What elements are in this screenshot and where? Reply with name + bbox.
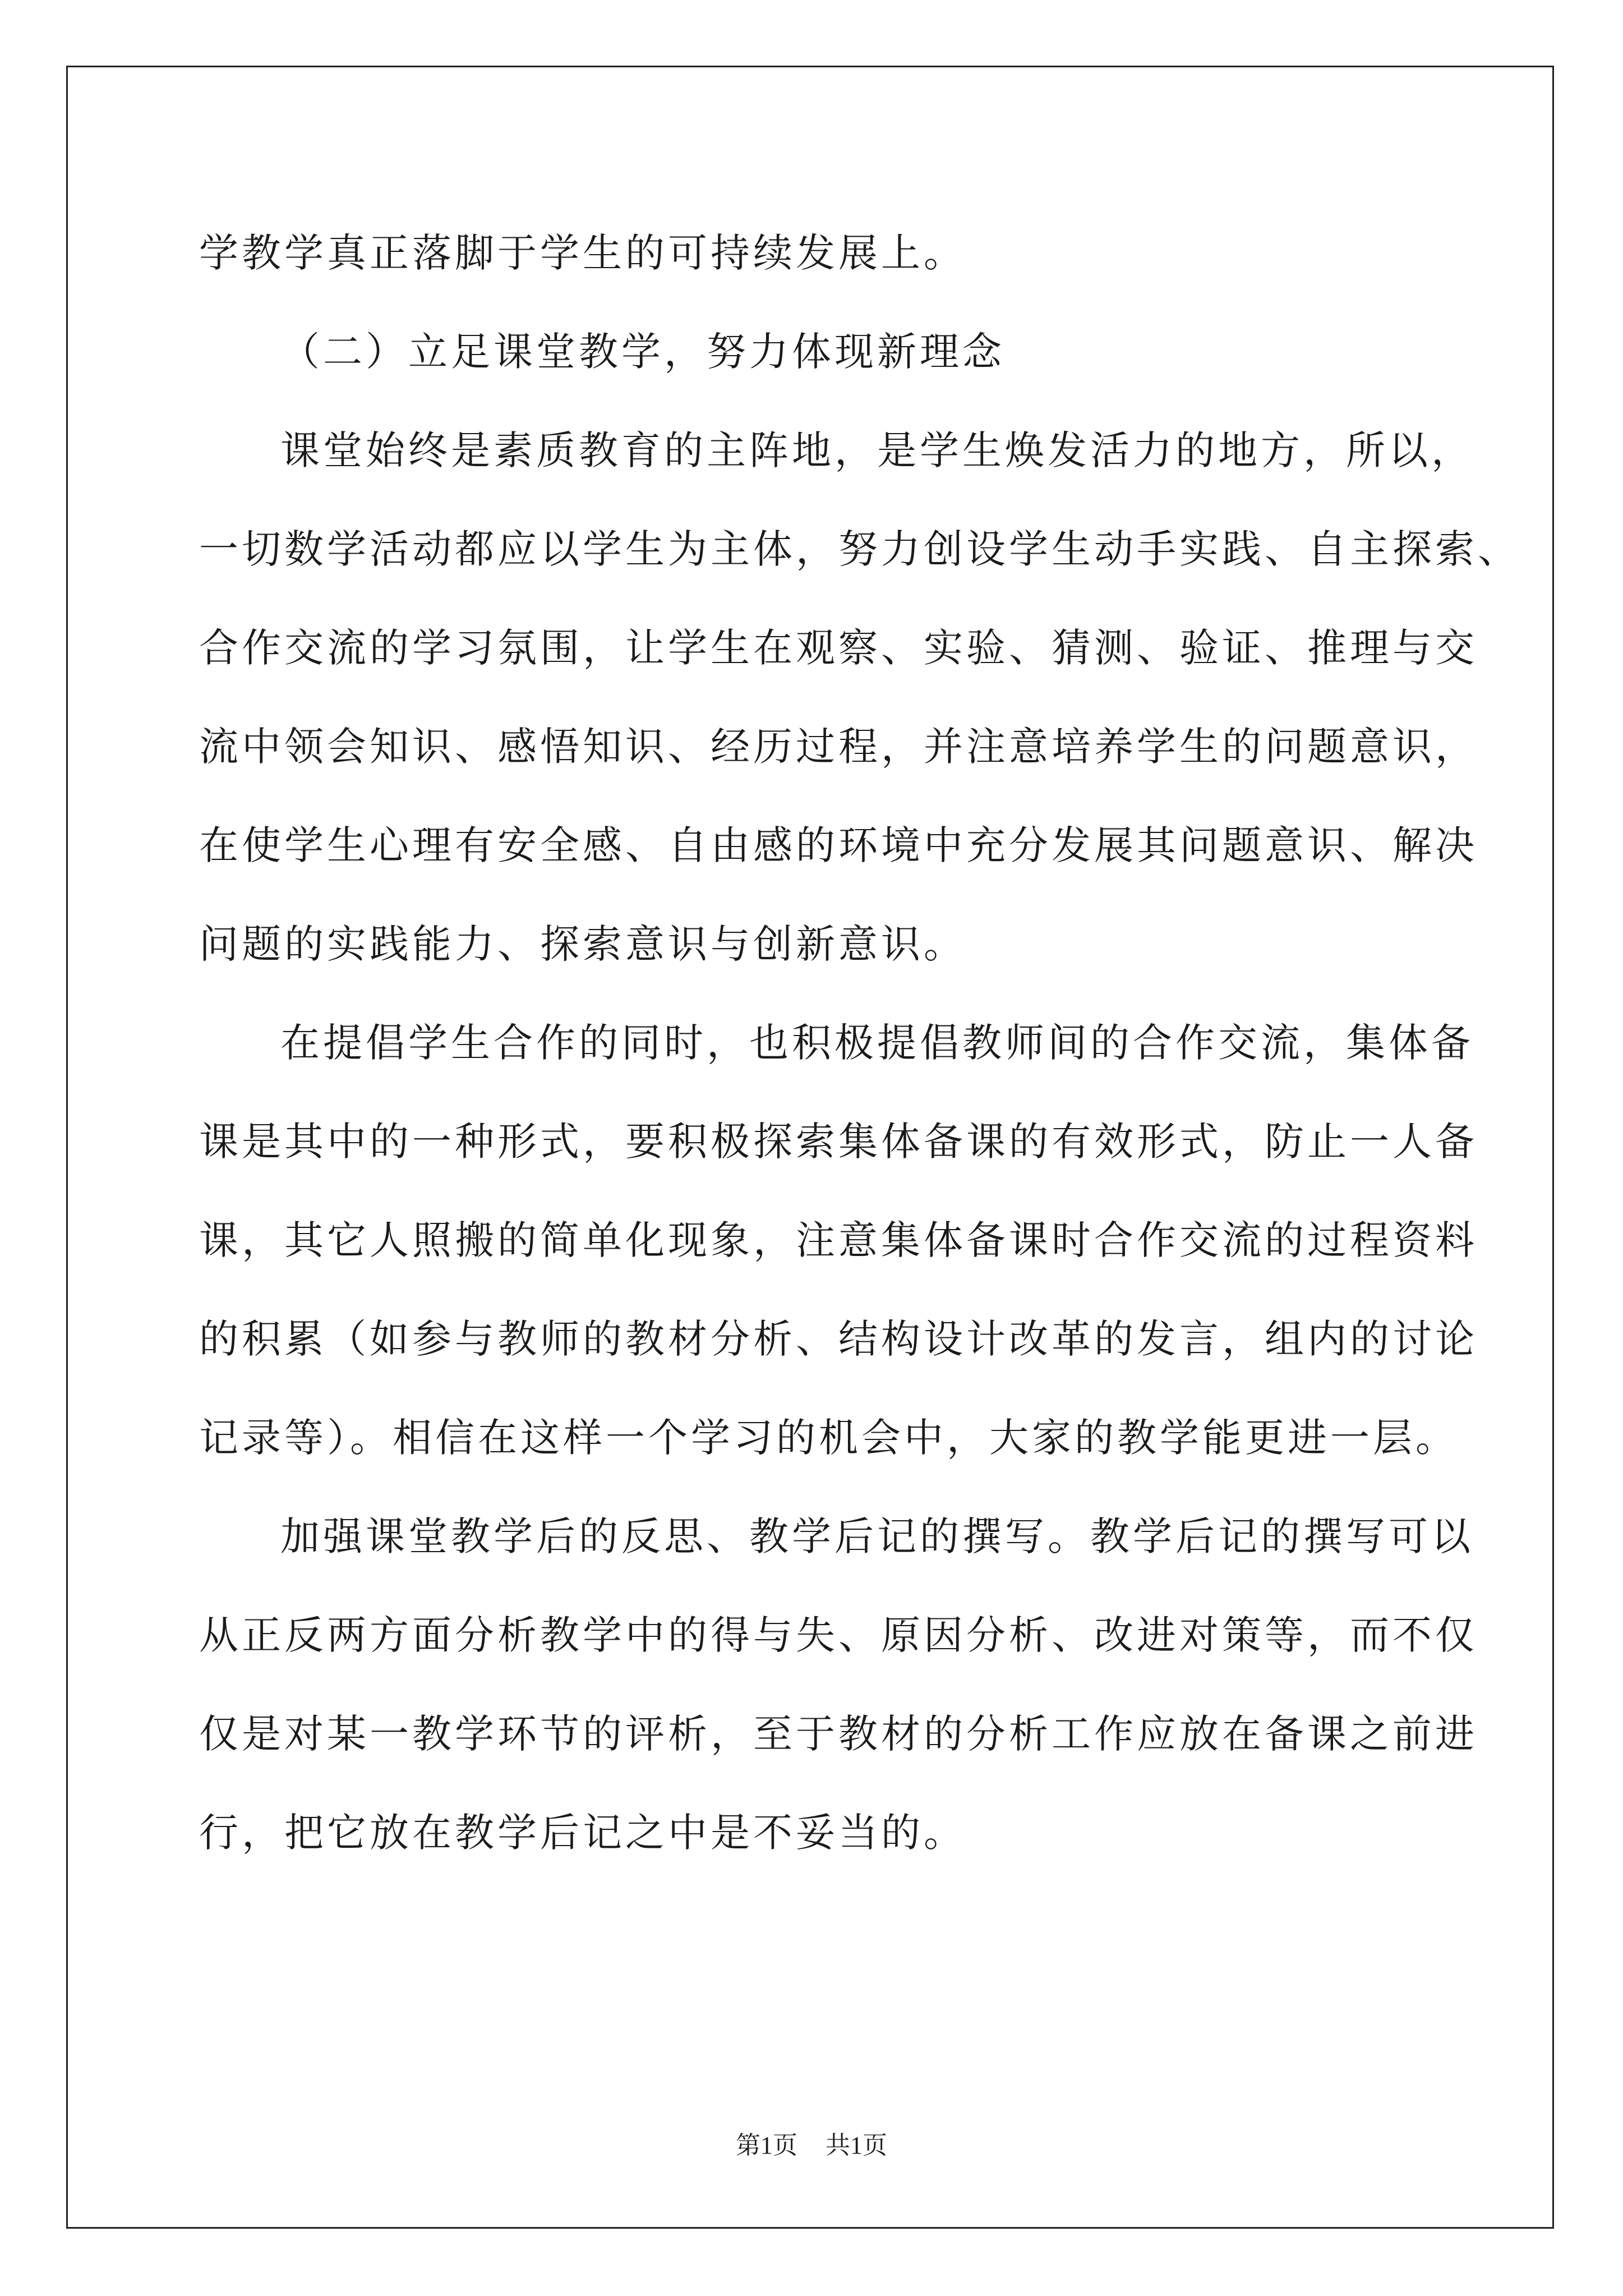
page-number-total: 共1页 [826, 2132, 887, 2159]
paragraph-line: 课，其它人照搬的简单化现象，注意集体备课时合作交流的过程资料 [199, 1217, 1478, 1263]
paragraph-line: 课是其中的一种形式，要积极探索集体备课的有效形式，防止一人备 [199, 1119, 1478, 1165]
paragraph-line: 记录等）。相信在这样一个学习的机会中，大家的教学能更进一层。 [199, 1415, 1458, 1461]
paragraph-line: 加强课堂教学后的反思、教学后记的撰写。教学后记的撰写可以 [280, 1513, 1474, 1559]
paragraph-line: 学教学真正落脚于学生的可持续发展上。 [199, 230, 966, 276]
paragraph-line: 问题的实践能力、探索意识与创新意识。 [199, 921, 966, 967]
paragraph-line: 课堂始终是素质教育的主阵地，是学生焕发活力的地方，所以， [280, 427, 1474, 473]
paragraph-line: 在使学生心理有安全感、自由感的环境中充分发展其问题意识、解决 [199, 822, 1478, 868]
paragraph-line: 的积累（如参与教师的教材分析、结构设计改革的发言，组内的讨论 [199, 1316, 1478, 1362]
paragraph-line: 合作交流的学习氛围，让学生在观察、实验、猜测、验证、推理与交 [199, 625, 1478, 671]
paragraph-line: 一切数学活动都应以学生为主体，努力创设学生动手实践、自主探索、 [199, 526, 1520, 572]
paragraph-line: 流中领会知识、感悟知识、经历过程，并注意培养学生的问题意识， [199, 724, 1478, 770]
section-heading: （二）立足课堂教学，努力体现新理念 [280, 329, 1005, 375]
page-footer [0, 2129, 1623, 2162]
paragraph-line: 仅是对某一教学环节的评析，至于教材的分析工作应放在备课之前进 [199, 1711, 1478, 1757]
document-body [199, 204, 1520, 1882]
paragraph-line: 在提倡学生合作的同时，也积极提倡教师间的合作交流，集体备 [280, 1020, 1474, 1066]
page-number-current: 第1页 [736, 2132, 797, 2159]
paragraph-line: 从正反两方面分析教学中的得与失、原因分析、改进对策等，而不仅 [199, 1612, 1478, 1658]
paragraph-line: 行，把它放在教学后记之中是不妥当的。 [199, 1810, 966, 1856]
